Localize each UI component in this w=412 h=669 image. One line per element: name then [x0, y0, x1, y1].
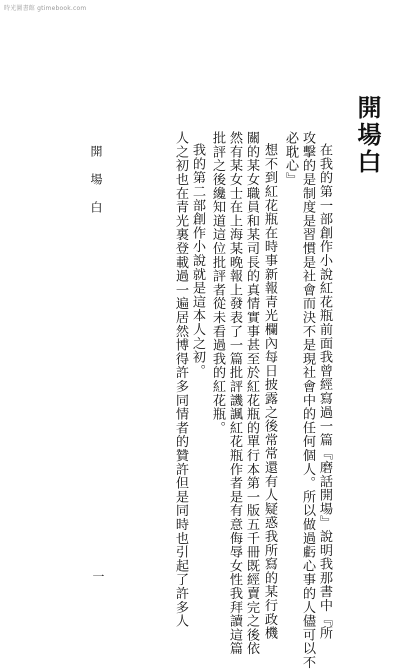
- text-column-3: 必耽心』: [283, 131, 298, 187]
- running-title: 開場白: [89, 145, 103, 229]
- text-column-8: 我的第二部創作小說就是這本人之初。: [190, 143, 205, 378]
- watermark: 時光圖書館 gtimebook.com: [4, 5, 87, 12]
- text-column-6: 然有某女士在上海某晚報上發表了一篇批評譏諷紅花瓶作者是有意侮辱女性我拜讀這篇: [227, 131, 242, 656]
- page-number: 一: [91, 570, 105, 582]
- text-column-5: 關的某女職員和某司長的真情實事甚至於紅花瓶的單行本第一版五千冊既經賣完之後依: [244, 131, 259, 656]
- text-column-1: 在我的第一部創作小說紅花瓶前面我曾經寫過一篇『磨話開場』說明我那書中『所: [317, 143, 332, 640]
- text-column-4: 想不到紅花瓶在時事新報青光欄內每日披露之後常常還有人疑惑我所寫的某行政機: [262, 143, 277, 640]
- chapter-title: 開場白: [353, 95, 382, 176]
- text-column-9: 人之初也在青光裏登載過一遍居然博得許多同情者的贊許但是同時也引起了許多人: [173, 131, 188, 628]
- text-column-7: 批評之後纔知道這位批評者從未看過我的紅花瓶。: [210, 131, 225, 435]
- text-column-2: 攻擊的是制度是習慣是社會而決不是現社會中的任何個人。所以做過虧心事的人儘可以不: [300, 131, 315, 669]
